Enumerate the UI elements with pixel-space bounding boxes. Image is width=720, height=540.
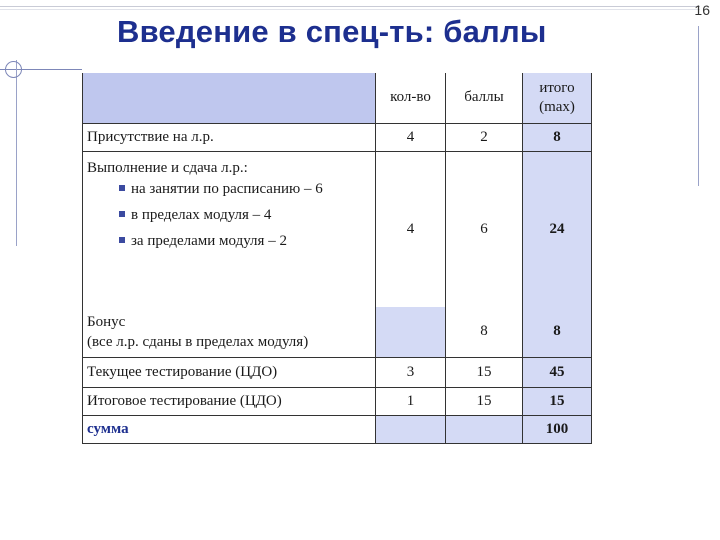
row-label-block — [83, 151, 376, 307]
row-points — [446, 415, 523, 443]
list-item — [87, 180, 371, 199]
header-blank-cell — [83, 73, 376, 123]
row-total: 15 — [523, 387, 592, 415]
right-rule — [698, 26, 699, 186]
table-row — [83, 307, 592, 357]
row-label-line1: Бонус — [87, 313, 126, 330]
row-total: 8 — [523, 123, 592, 151]
table-row — [83, 387, 592, 415]
row-points: 8 — [446, 307, 523, 357]
list-item-text: на занятии по расписанию – 6 — [131, 180, 323, 197]
header-points: баллы — [446, 73, 523, 123]
row-points: 6 — [446, 151, 523, 307]
row-label-line2: (все л.р. сданы в пределах модуля) — [87, 333, 309, 350]
row-total: 8 — [523, 307, 592, 357]
row-count — [376, 307, 446, 357]
row-count: 4 — [376, 123, 446, 151]
row-points: 15 — [446, 387, 523, 415]
row-label: Присутствие на л.р. — [83, 123, 376, 151]
row-count: 4 — [376, 151, 446, 307]
header-total — [523, 73, 592, 123]
row-label-block — [83, 307, 376, 357]
row-count: 3 — [376, 357, 446, 387]
row-label: Выполнение и сдача л.р.: — [87, 159, 248, 176]
row-label: Текущее тестирование (ЦДО) — [83, 357, 376, 387]
table-header-row — [83, 73, 592, 123]
row-total: 24 — [523, 151, 592, 307]
slide-title: Введение в спец-ть: баллы — [117, 14, 547, 49]
crosshair-circle-icon — [5, 61, 22, 78]
bullet-icon — [119, 237, 125, 243]
row-points: 2 — [446, 123, 523, 151]
list-item-text: в пределах модуля – 4 — [131, 206, 272, 223]
bullet-icon — [119, 185, 125, 191]
row-total: 45 — [523, 357, 592, 387]
top-rule-secondary — [0, 9, 700, 10]
list-item — [87, 205, 371, 225]
row-total: 100 — [523, 415, 592, 443]
row-label: Итоговое тестирование (ЦДО) — [83, 387, 376, 415]
list-item — [87, 231, 371, 251]
table-sum-row — [83, 415, 592, 443]
table-row — [83, 151, 592, 307]
header-total-label: итого (max) — [539, 79, 575, 115]
crosshair-vertical — [16, 60, 17, 246]
grades-table — [82, 73, 592, 444]
table-row — [83, 357, 592, 387]
table-row — [83, 123, 592, 151]
bullet-icon — [119, 211, 125, 217]
top-rule — [0, 6, 700, 7]
row-label: сумма — [83, 415, 376, 443]
slide-number: 16 — [694, 2, 710, 18]
row-count — [376, 415, 446, 443]
list-item-text: за пределами модуля – 2 — [131, 232, 287, 249]
header-count: кол-во — [376, 73, 446, 123]
row-points: 15 — [446, 357, 523, 387]
row-count: 1 — [376, 387, 446, 415]
